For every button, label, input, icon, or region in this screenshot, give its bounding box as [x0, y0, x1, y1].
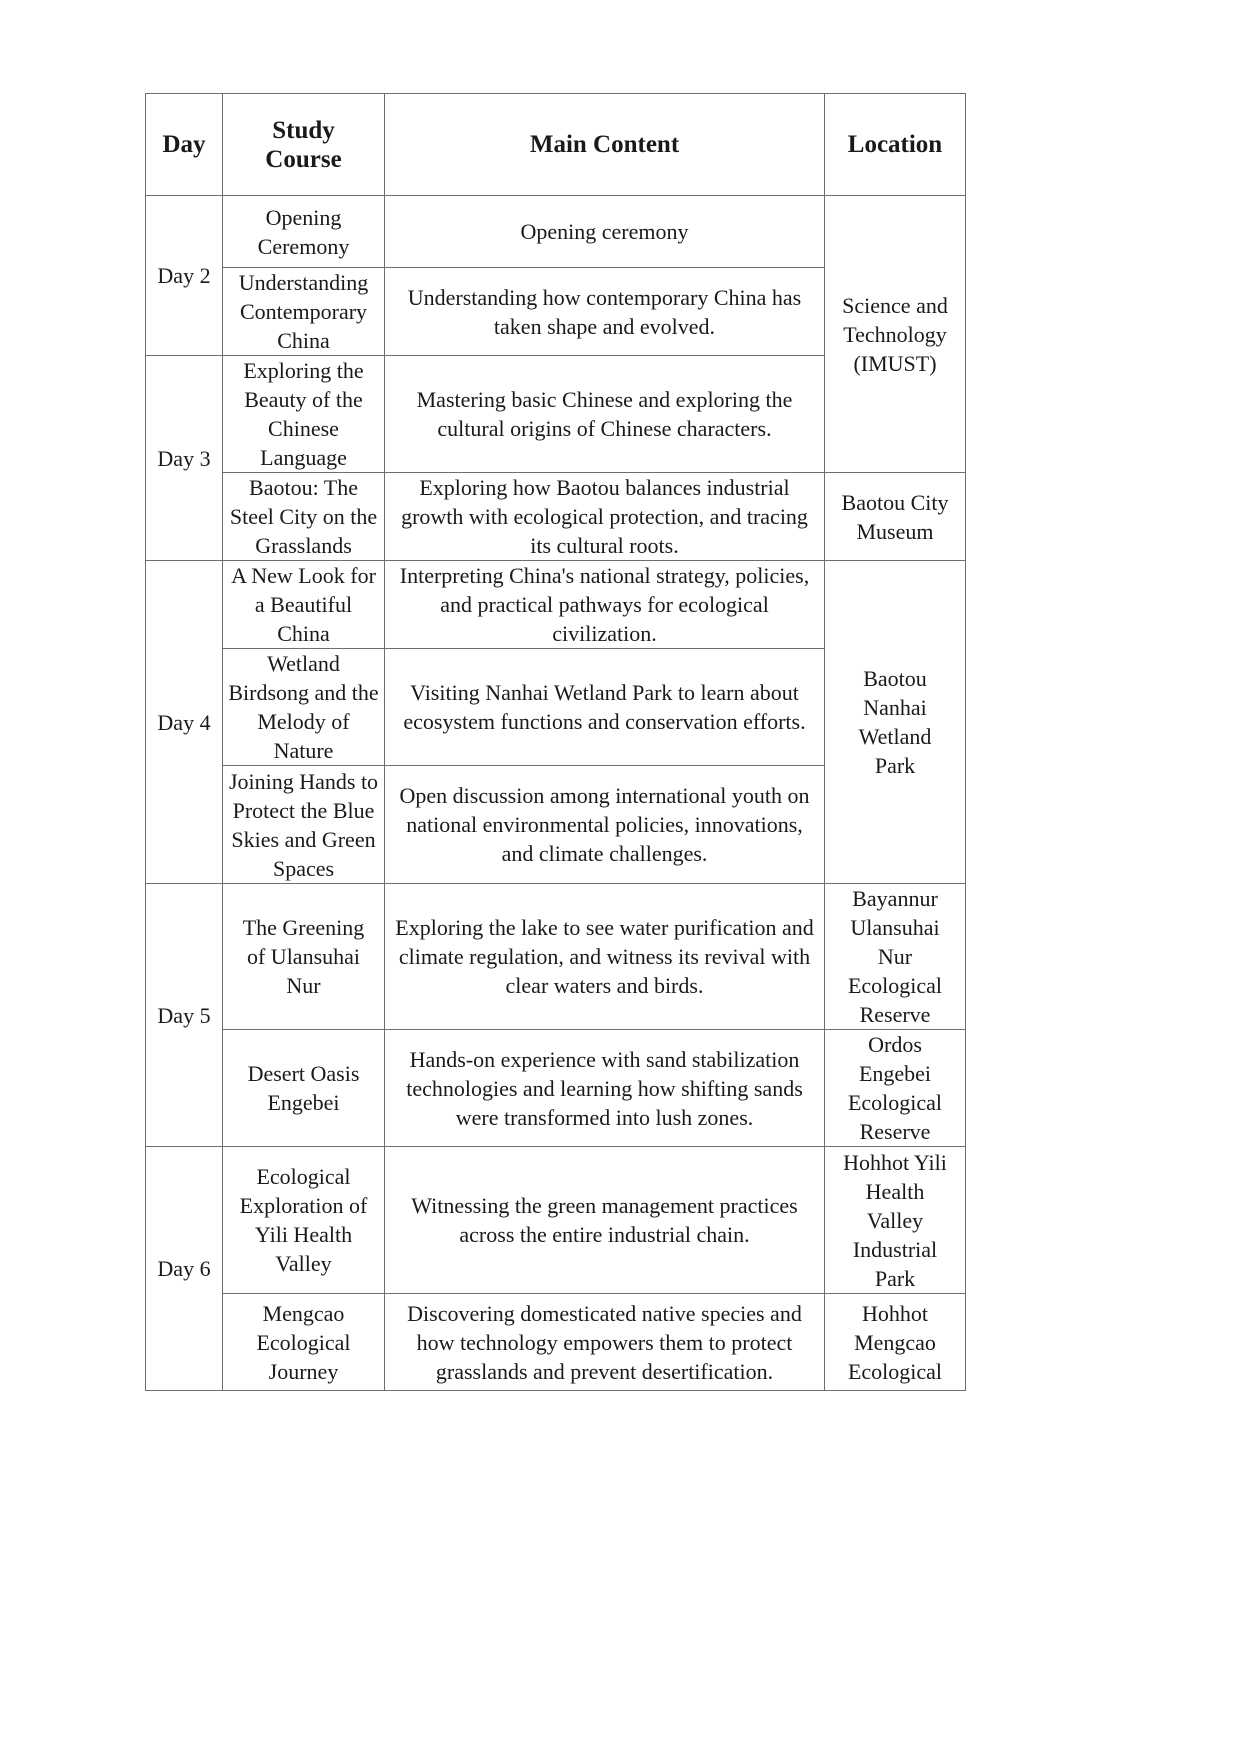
location-cell: Baotou Nanhai Wetland Park	[825, 561, 966, 884]
header-day: Day	[146, 94, 223, 196]
table-row	[146, 473, 966, 561]
course-cell: Exploring the Beauty of the Chinese Language	[223, 356, 385, 473]
course-cell: Joining Hands to Protect the Blue Skies and Green Spaces	[223, 766, 385, 884]
location-cell: Baotou City Museum	[825, 473, 966, 561]
table-row	[146, 1147, 966, 1294]
content-cell: Witnessing the green management practices across the entire industrial chain.	[385, 1147, 825, 1294]
course-cell: Wetland Birdsong and the Melody of Nature	[223, 649, 385, 766]
course-cell: Desert Oasis Engebei	[223, 1030, 385, 1147]
course-cell: Understanding Contemporary China	[223, 268, 385, 356]
content-cell: Opening ceremony	[385, 196, 825, 268]
table-row	[146, 1030, 966, 1147]
day-cell: Day 5	[146, 884, 223, 1147]
course-cell: Mengcao Ecological Journey	[223, 1294, 385, 1391]
location-cell: Hohhot Yili Health Valley Industrial Park	[825, 1147, 966, 1294]
day-cell: Day 2	[146, 196, 223, 356]
content-cell: Mastering basic Chinese and exploring the cultural origins of Chinese characters.	[385, 356, 825, 473]
content-cell: Understanding how contemporary China has taken shape and evolved.	[385, 268, 825, 356]
content-cell: Open discussion among international youth on national environmental policies, innovations, and climate challenges.	[385, 766, 825, 884]
table-row	[146, 561, 966, 649]
table-row	[146, 884, 966, 1030]
location-cell: Bayannur Ulansuhai Nur Ecological Reserve	[825, 884, 966, 1030]
course-cell: Baotou: The Steel City on the Grasslands	[223, 473, 385, 561]
header-content: Main Content	[385, 94, 825, 196]
day-cell: Day 3	[146, 356, 223, 561]
header-row	[146, 94, 966, 196]
table-row	[146, 1294, 966, 1391]
schedule-table	[145, 93, 966, 1391]
content-cell: Exploring the lake to see water purification and climate regulation, and witness its revival with clear waters and birds.	[385, 884, 825, 1030]
day-cell: Day 6	[146, 1147, 223, 1391]
header-course: Study Course	[223, 94, 385, 196]
course-cell: The Greening of Ulansuhai Nur	[223, 884, 385, 1030]
location-cell: Science and Technology (IMUST)	[825, 196, 966, 473]
content-cell: Interpreting China's national strategy, policies, and practical pathways for ecological civilization.	[385, 561, 825, 649]
content-cell: Visiting Nanhai Wetland Park to learn about ecosystem functions and conservation efforts.	[385, 649, 825, 766]
content-cell: Discovering domesticated native species and how technology empowers them to protect grasslands and prevent desertification.	[385, 1294, 825, 1391]
course-cell: Opening Ceremony	[223, 196, 385, 268]
day-cell: Day 4	[146, 561, 223, 884]
header-location: Location	[825, 94, 966, 196]
table-row	[146, 196, 966, 268]
course-cell: Ecological Exploration of Yili Health Valley	[223, 1147, 385, 1294]
location-cell: Hohhot Mengcao Ecological	[825, 1294, 966, 1391]
content-cell: Exploring how Baotou balances industrial growth with ecological protection, and tracing its cultural roots.	[385, 473, 825, 561]
content-cell: Hands-on experience with sand stabilization technologies and learning how shifting sands were transformed into lush zones.	[385, 1030, 825, 1147]
location-cell: Ordos Engebei Ecological Reserve	[825, 1030, 966, 1147]
course-cell: A New Look for a Beautiful China	[223, 561, 385, 649]
